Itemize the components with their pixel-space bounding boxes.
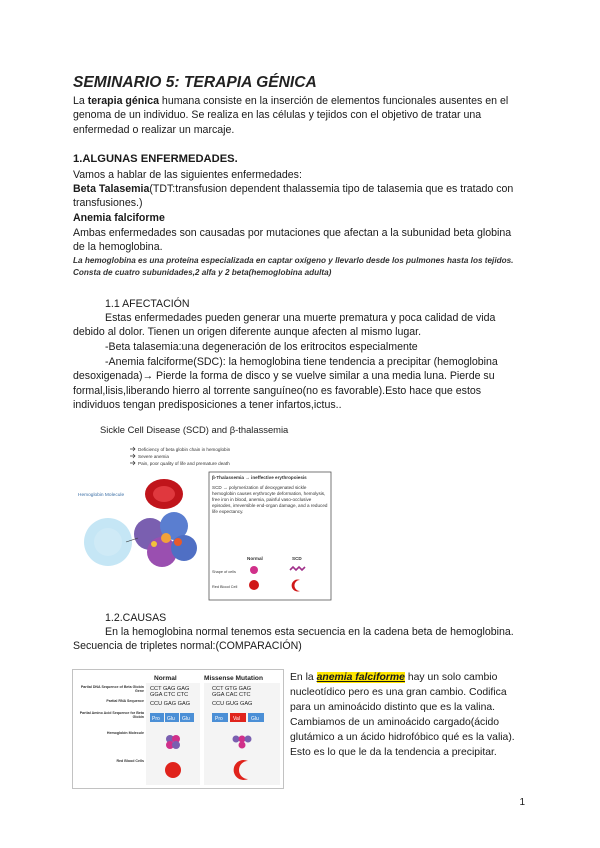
side-pre: En la [290,672,317,683]
normal-hb-icon [250,566,258,574]
anemia-effect-paragraph: -Anemia falciforme(SDC): la hemoglobina tiene tendencia a precipitar (hemoglobina desoxigenada)→ Pierde la forma de disco y se vuelve similar a una media luna. Pierde su formal,lisis,liberando hierro al torrente sanguíneo(no es favorable).Esto hace que estos individuos tengan predisposiciones a tener infartos,ictus.. [73,356,498,412]
normal-aa-3: Glu [182,716,190,722]
beta-thalassemia-effect: -Beta talasemia:una degeneración de los eritrocitos especialmente [105,341,418,353]
fig1-bullet-1: Deficiency of beta globin chain in hemoglobin [138,447,231,452]
highlight-anemia-falciforme: anemia falciforme [316,672,405,683]
heme-group-2 [174,538,182,546]
intro-pre: La [73,95,88,107]
missense-column-bg [204,683,280,785]
missense-mutation-figure [72,669,284,789]
info-box-text-container [212,475,329,555]
fig2-col-normal: Normal [154,675,177,682]
normal-rna: CCU GAG GAG [150,701,191,707]
section-1-2-heading: 1.2.CAUSAS [105,612,167,624]
hemoglobin-molecule-label: Hemoglobin Molecule [78,493,125,498]
page-number: 1 [519,797,525,808]
bullet-arrow-icons [130,447,135,465]
mut-aa-2: Val [233,716,240,722]
normal-dna-bottom: GGA CTC CTC [150,692,189,698]
beta-subunit-2 [171,535,197,561]
anemia-falciforme-label: Anemia falciforme [73,212,165,224]
row-dna-label: Partial DNA Sequence of Beta Globin Gene [80,685,144,694]
fig1-row-shape: Shape of cells [212,570,236,574]
normal-rbc-icon [249,580,259,590]
page-title: SEMINARIO 5: TERAPIA GÉNICA [73,74,317,91]
normal-dna-top: CCT GAG GAG [150,686,190,692]
fig2-row-labels [74,685,144,785]
mutation-figure-svg [72,669,284,789]
beta-thalassemia-label: Beta Talasemia [73,183,150,195]
heme-group-1 [161,533,171,543]
mutation-paragraph: Ambas enfermedades son causadas por mutaciones que afectan a la subunidad beta globina de la hemoglobina. [73,227,512,254]
mut-rna: CCU GUG GAG [212,701,253,707]
intro-bold-term: terapia génica [87,95,159,107]
info-box-heading: β-Thalassemia → ineffective erythropoiesis [212,475,307,480]
info-box-body: SCD → polymerization of deoxygenated sickle hemoglobin causes erythrocyte deformation, hemolysis, free iron in blood, anemia, painful vaso-occlusive episodes, irreversible end-organ damage, and a reduced life expectancy. [212,485,328,515]
sidebar-paragraph [290,670,526,760]
mut-dna-bottom: GGA CAC CTC [212,692,251,698]
diseases-intro: Vamos a hablar de las siguientes enfermedades: [73,169,302,181]
fig1-row-rbc: Red Blood Cell [212,585,238,589]
row-mrna-label: Partial RNA Sequence [106,699,144,703]
afectacion-paragraph: Estas enfermedades pueden generar una muerte prematura y poca calidad de vida debido al dolor. Tienen un origen diferente aunque afecten al mismo lugar. [73,312,496,339]
intro-paragraph [73,94,523,137]
fig2-col-missense: Missense Mutation [204,675,263,682]
heme-group-3 [151,541,157,547]
beta-thalassemia-text: (TDT:transfusion dependent thalassemia tipo de talasemia que es tratado con transfusiones.) [73,183,514,210]
fig1-col-scd: SCD [292,556,302,561]
molecule-core [94,528,122,556]
normal-aa-1: Pro [152,716,160,722]
fig1-bullet-3: Pain, poor quality of life and premature death [138,461,230,466]
fig2-row-label-list [74,685,144,763]
side-post: hay un solo cambio nucleotídico pero es una gran cambio. Codifica para un aminoácido distinto que es la valina. Cambiamos de un aminoácido cargado(ácido glutámico a un ácido hidrofóbico qué es la valia). Esto es lo que le da la tendencia a precipitar. [290,672,515,758]
fig1-bullet-2: Severe anemia [138,454,169,459]
fig1-col-normal: Normal [247,556,263,561]
red-blood-cell-center [153,486,175,502]
causas-paragraph: En la hemoglobina normal tenemos esta secuencia en la cadena beta de hemoglobina. Secuencia de tripletes normal:(COMPARACIÓN) [73,626,514,653]
mut-aa-3: Glu [251,716,259,722]
beta-thalassemia-paragraph [73,182,523,211]
mut-aa-1: Pro [215,716,223,722]
normal-aa-2: Glu [167,716,175,722]
fig1-title: Sickle Cell Disease (SCD) and β-thalassemia [100,424,289,435]
scd-thalassemia-figure [72,420,334,602]
normal-rbc-icon-2 [165,762,181,778]
hemoglobin-note: La hemoglobina es una proteína especializada en captar oxígeno y llevarlo desde los pulmones hasta los tejidos. Consta de cuatro subunidades,2 alfa y 2 beta(hemoglobina adulta) [73,256,514,278]
row-rbc-label: Red Blood Cells [116,759,144,763]
section-1-1-heading: 1.1 AFECTACIÓN [105,298,190,310]
scd-figure-svg [72,420,334,602]
intro-post: humana consiste en la inserción de elementos funcionales ausentes en el genoma de un individuo. Se realiza en las células y tejidos con el objetivo de tratar una enfermedad o realizar un marcaje. [73,95,509,136]
section-1-heading: 1.ALGUNAS ENFERMEDADES. [73,153,238,165]
row-molecule-label: Hemoglobin Molecule [106,731,144,735]
mut-dna-top: CCT GTG GAG [212,686,252,692]
info-box-text [212,475,329,516]
row-aa-label: Partial Amino Acid Sequence for Beta Globin [79,711,144,720]
